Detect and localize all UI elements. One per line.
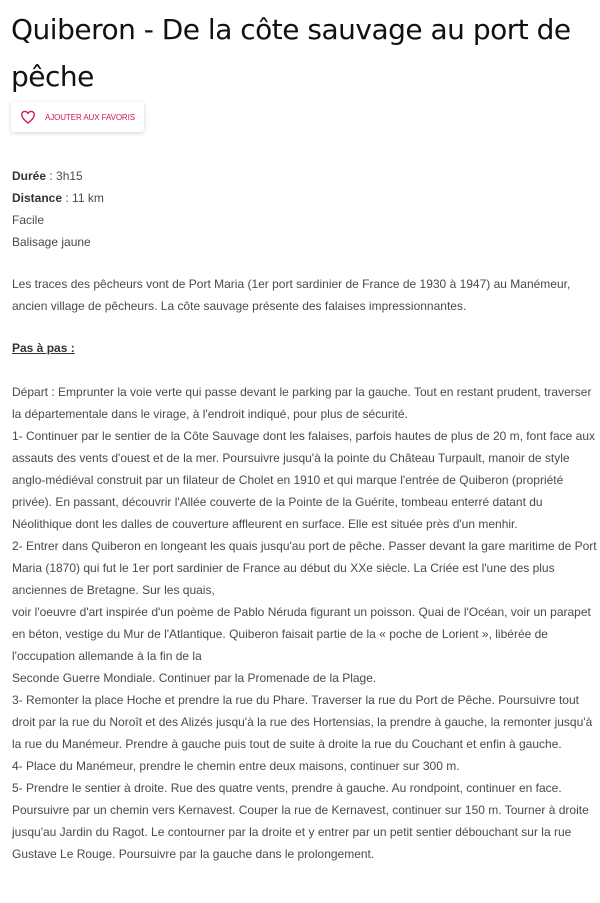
duration-value: : 3h15 [46,169,83,183]
steps-list [12,381,597,865]
step-5: 5- Prendre le sentier à droite. Rue des quatre vents, prendre à gauche. Au rondpoint, continuer en face. Poursuivre par un chemin vers Kernavest. Couper la rue de Kernavest, continuer sur 150 m. Tourner à droite jusqu'au Jardin du Ragot. Le contourner par la droite et y entrer par un petit sentier débouchant sur la rue Gustave Le Rouge. Poursuivre par la gauche dans le prolongement. [12,781,589,861]
step-2-continued: voir l'oeuvre d'art inspirée d'un poème de Pablo Néruda figurant un poisson. Quai de l'Océan, voir un parapet en béton, vestige du Mur de l'Atlantique. Quiberon faisait partie de la « poche de Lorient », libérée de l'occupation allemande à la fin de la [12,605,591,663]
heart-icon [20,110,36,124]
distance-label: Distance [12,191,63,205]
intro-paragraph: Les traces des pêcheurs vont de Port Maria (1er port sardinier de France de 1930 à 1947) au Manémeur, ancien village de pêcheurs. La côte sauvage présente des falaises impressionnantes. [12,277,571,313]
add-to-favorites-label: AJOUTER AUX FAVORIS [45,112,135,122]
step-2: 2- Entrer dans Quiberon en longeant les quais jusqu'au port de pêche. Passer devant la gare maritime de Port Maria (1870) qui fut le 1er port sardinier de France au début du XXe siècle. La Criée est l'une des plus anciennes de Bretagne. Sur les quais, [12,539,597,597]
difficulty: Facile [12,213,45,227]
duration-label: Durée [12,169,47,183]
hike-description [12,165,597,865]
distance-value: : 11 km [62,191,104,205]
step-3: 3- Remonter la place Hoche et prendre la rue du Phare. Traverser la rue du Port de Pêche. Poursuivre tout droit par la rue du Noroît et des Alizés jusqu'à la rue des Hortensias, la prendre à gauche, la remonter jusqu'à la rue du Manémeur. Prendre à gauche puis tout de suite à droite la rue du Couchant et enfin à gauche. [12,693,593,751]
step-start: Départ : Emprunter la voie verte qui passe devant le parking par la gauche. Tout en restant prudent, traverser la départementale dans le virage, à l'endroit indiqué, pour plus de sécurité. [12,385,592,421]
add-to-favorites-button[interactable] [11,102,144,132]
step-1: 1- Continuer par le sentier de la Côte Sauvage dont les falaises, parfois hautes de plus de 20 m, font face aux assauts des vents d'ouest et de la mer. Poursuivre jusqu'à la pointe du Château Turpault, manoir de style anglo-médiéval construit par un filateur de Cholet en 1910 et qui marque l'entrée de Quiberon (propriété privée). En passant, découvrir l'Allée couverte de la Pointe de la Guérite, tombeau enterré datant du Néolithique dont les dalles de couverture affleurent en surface. Elle est située près d'un menhir. [12,429,596,531]
step-2-end: Seconde Guerre Mondiale. Continuer par la Promenade de la Plage. [12,671,377,685]
hike-info [12,165,597,253]
page-title: Quiberon - De la côte sauvage au port de pêche [11,13,571,93]
steps-heading: Pas à pas : [12,341,75,355]
duration-row [12,165,597,187]
step-4: 4- Place du Manémeur, prendre le chemin entre deux maisons, continuer sur 300 m. [12,759,460,773]
distance-row [12,187,597,209]
trail-marking: Balisage jaune [12,235,91,249]
